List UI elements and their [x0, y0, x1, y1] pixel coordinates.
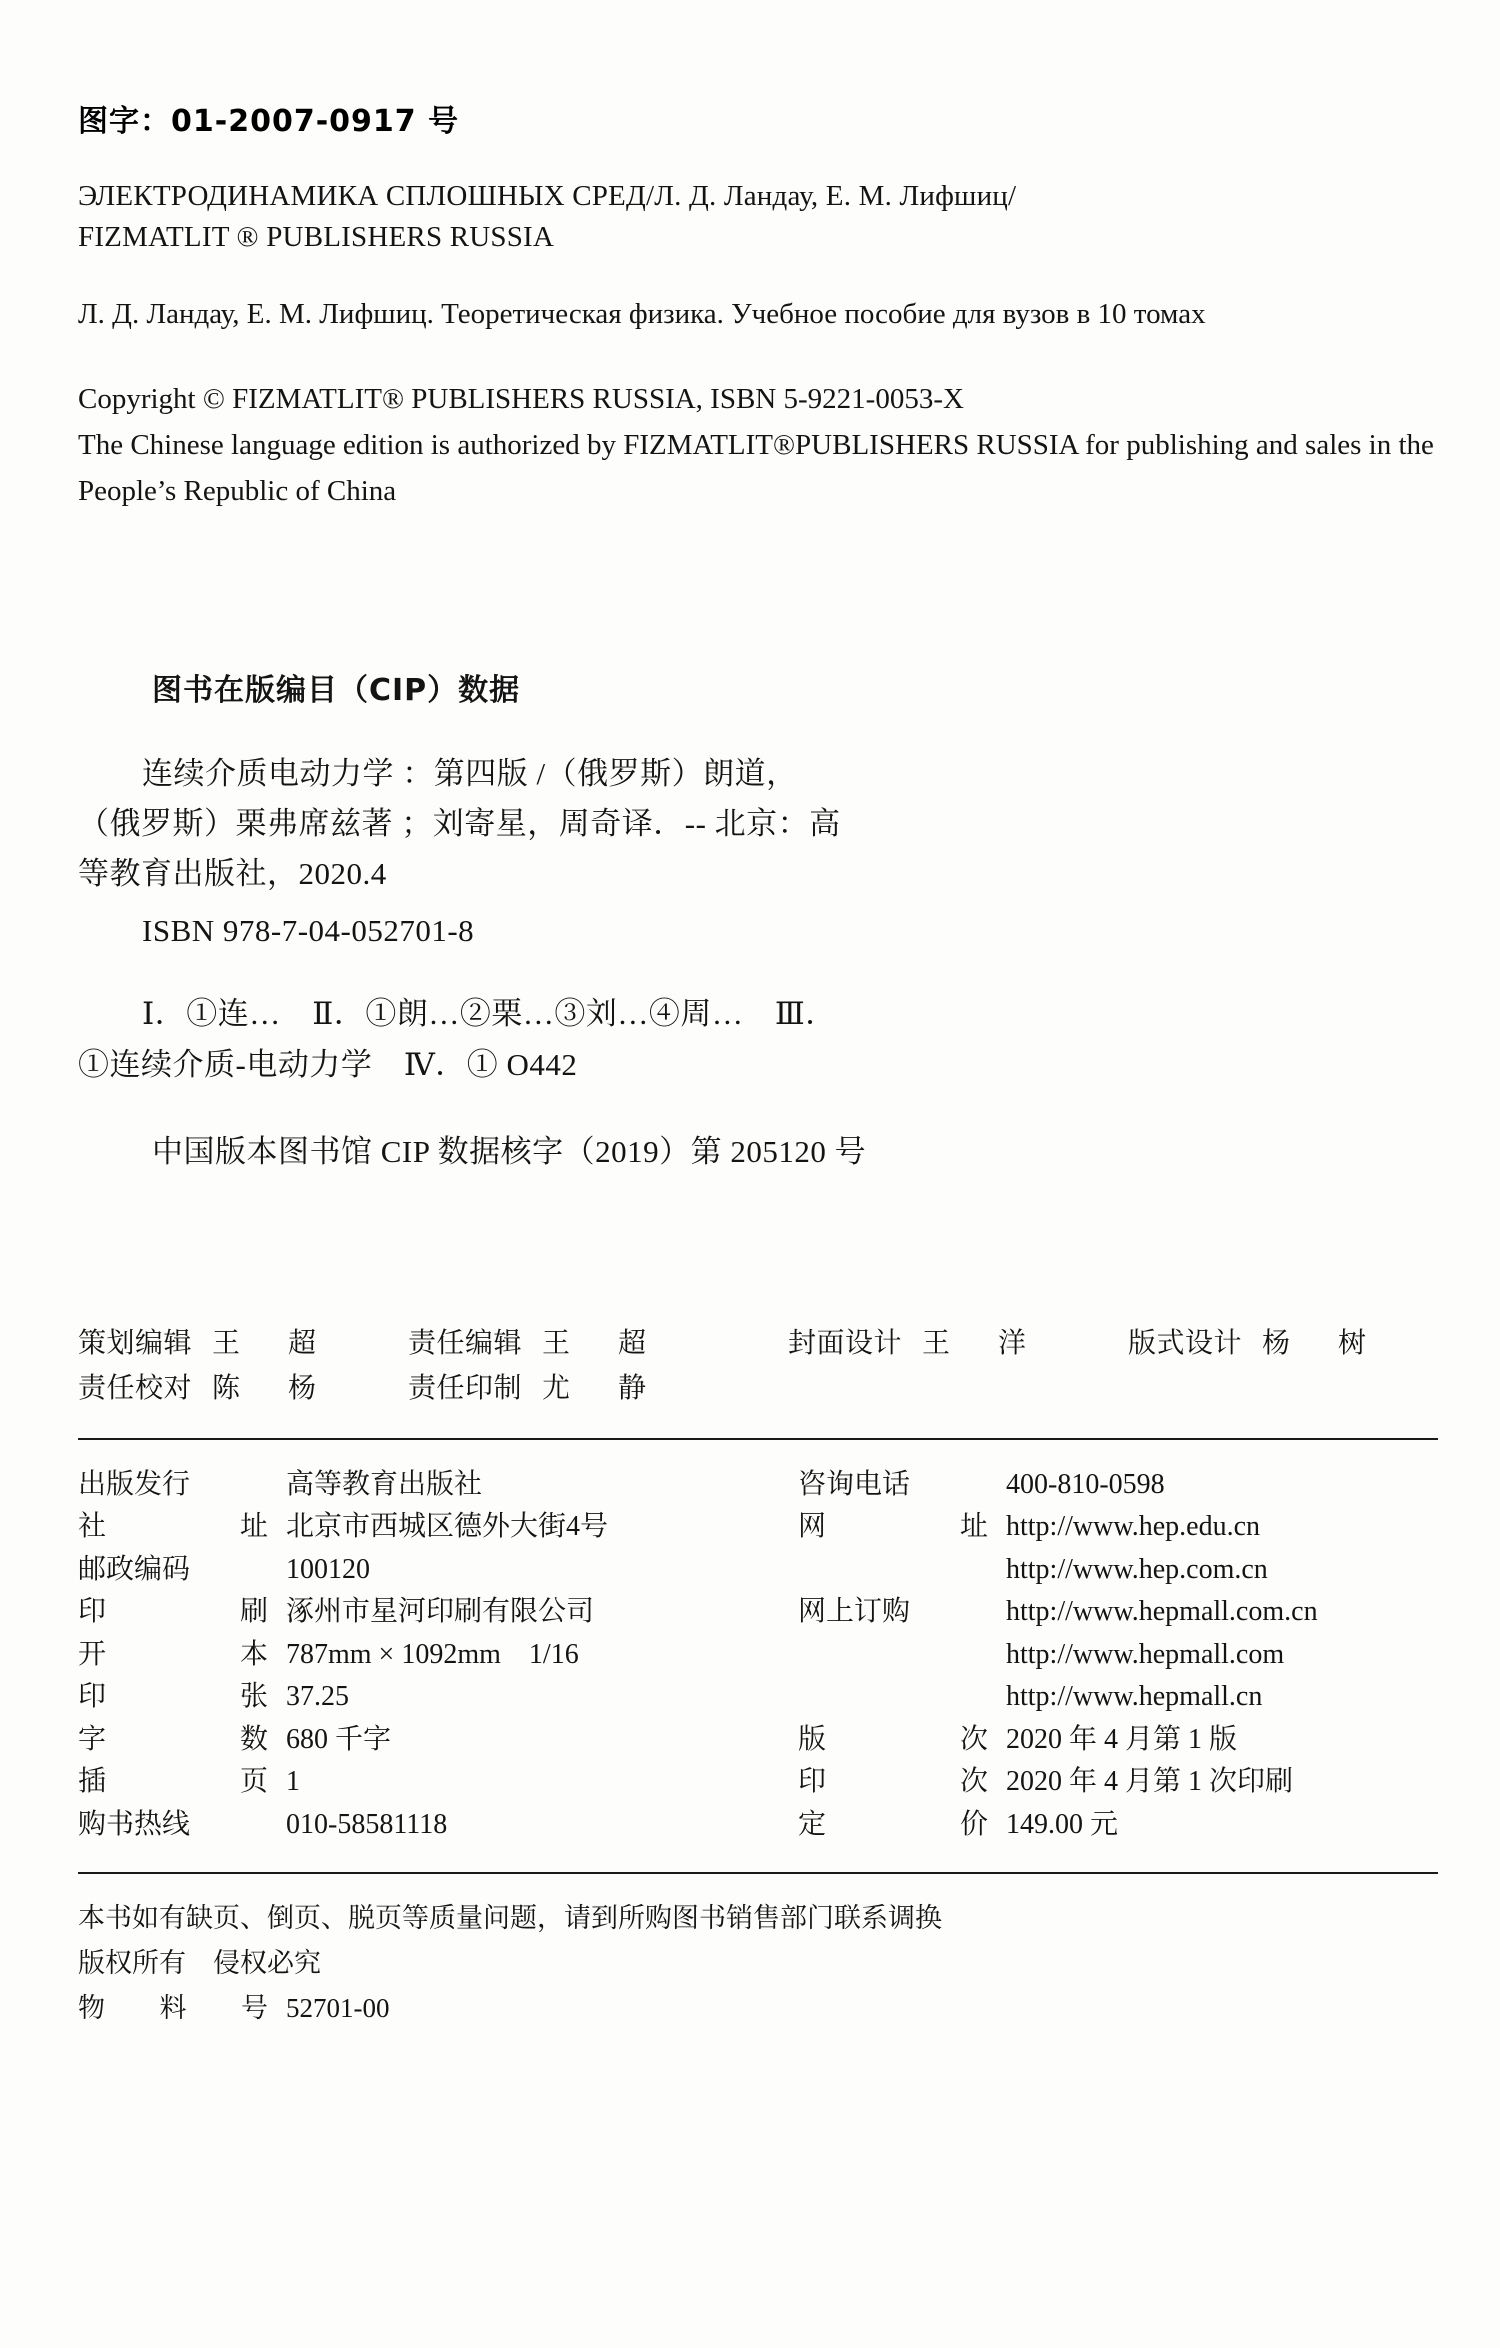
imprint-details — [78, 1464, 1438, 1847]
key-char: 料 — [159, 1993, 187, 2024]
material-number-label — [78, 1986, 268, 2031]
imprint-row-inserts — [78, 1761, 798, 1804]
key-char: 网 — [798, 1511, 827, 1543]
imprint-value: 高等教育出版社 — [286, 1468, 483, 1500]
imprint-row-edition — [798, 1719, 1438, 1762]
editorial-credits — [78, 1321, 1438, 1412]
credit-value: 王 洋 — [922, 1327, 1037, 1359]
russian-series-statement: Л. Д. Ландау, Е. М. Лифшиц. Теоретическая физика. Учебное пособие для вузов в 10 томах — [78, 298, 1206, 331]
imprint-row-printer — [78, 1591, 798, 1634]
cip-heading: 图书在版编目（CIP）数据 — [152, 672, 521, 708]
imprint-value: 1 — [286, 1766, 300, 1798]
credit-label: 策划编辑 — [78, 1327, 193, 1359]
imprint-key: 邮政编码 — [78, 1553, 191, 1585]
imprint-row-printing — [798, 1761, 1438, 1804]
key-char: 插 — [78, 1766, 107, 1798]
russian-title-line-1: ЭЛЕКТРОДИНАМИКА СПЛОШНЫХ СРЕД/Л. Д. Ландау, Е. М. Лифшиц/ — [78, 180, 1017, 212]
credit-label: 责任编辑 — [408, 1327, 523, 1359]
imprint-key — [798, 1804, 988, 1847]
copyright-line-1: Copyright © FIZMATLIT® PUBLISHERS RUSSIA, ISBN 5-9221-0053-X — [78, 383, 964, 416]
divider-bottom — [78, 1872, 1438, 1874]
imprint-value: 37.25 — [286, 1681, 349, 1713]
imprint-key: 网上订购 — [798, 1596, 911, 1628]
footer-notes — [78, 1896, 1438, 2030]
credit-value: 陈 杨 — [212, 1373, 327, 1405]
credit-label: 版式设计 — [1128, 1327, 1243, 1359]
key-char: 次 — [959, 1766, 988, 1798]
copyright-notice: 版权所有 侵权必究 — [78, 1948, 321, 1979]
imprint-key — [78, 1676, 268, 1719]
imprint-value: 787mm × 1092mm 1/16 — [286, 1638, 579, 1670]
key-char: 本 — [239, 1638, 268, 1670]
imprint-row-publisher — [78, 1464, 798, 1507]
credit-value: 王 超 — [212, 1327, 327, 1359]
imprint-row-sheets — [78, 1676, 798, 1719]
credit-value: 王 超 — [542, 1327, 657, 1359]
cip-classification-line-2: ①连续介质-电动力学 Ⅳ．① O442 — [78, 1046, 578, 1082]
divider-top — [78, 1438, 1438, 1440]
imprint-key — [798, 1719, 988, 1762]
material-number-value: 52701-00 — [286, 1993, 390, 2024]
credit-value: 杨 树 — [1262, 1327, 1377, 1359]
cip-block — [78, 665, 1438, 1171]
key-char: 字 — [78, 1723, 107, 1755]
imprint-row-format — [78, 1634, 798, 1677]
cip-description — [78, 749, 1438, 900]
key-char: 数 — [239, 1723, 268, 1755]
imprint-key — [798, 1761, 988, 1804]
cip-description-line-3: 等教育出版社，2020.4 — [78, 856, 387, 892]
credits-row — [78, 1321, 1438, 1366]
imprint-key — [78, 1761, 268, 1804]
quality-notice: 本书如有缺页、倒页、脱页等质量问题，请到所购图书销售部门联系调换 — [78, 1903, 942, 1934]
cip-registration-number: 中国版本图书馆 CIP 数据核字（2019）第 205120 号 — [152, 1133, 867, 1169]
imprint-value-link[interactable]: http://www.hepmall.com — [1006, 1638, 1285, 1670]
key-char: 印 — [798, 1766, 827, 1798]
imprint-value: 680 千字 — [286, 1723, 392, 1755]
credit-label: 责任校对 — [78, 1373, 193, 1405]
imprint-row-phone — [798, 1464, 1438, 1507]
imprint-value: 北京市西城区德外大街4号 — [286, 1511, 609, 1543]
credit-value: 尤 静 — [542, 1373, 657, 1405]
imprint-row-online-order-alt-1 — [798, 1634, 1438, 1677]
cip-classification-line-1: Ⅰ．①连… Ⅱ．①朗…②栗…③刘…④周… Ⅲ． — [142, 996, 837, 1032]
imprint-value: 2020 年 4 月第 1 次印刷 — [1006, 1766, 1294, 1798]
imprint-value: 100120 — [286, 1553, 370, 1585]
imprint-key — [78, 1634, 268, 1677]
credit-layout-design — [1128, 1321, 1408, 1366]
key-char: 印 — [78, 1596, 107, 1628]
credit-cover-design — [788, 1321, 1128, 1366]
key-char: 物 — [78, 1993, 105, 2024]
key-char: 刷 — [239, 1596, 268, 1628]
imprint-row-online-order-alt-2 — [798, 1676, 1438, 1719]
imprint-value-link[interactable]: http://www.hepmall.cn — [1006, 1681, 1263, 1713]
imprint-key — [78, 1719, 268, 1762]
imprint-key — [798, 1506, 988, 1549]
russian-title-line-2: FIZMATLIT ® PUBLISHERS RUSSIA — [78, 221, 555, 254]
credit-label: 责任印制 — [408, 1373, 523, 1405]
imprint-row-postcode — [78, 1549, 798, 1592]
key-char: 价 — [959, 1808, 988, 1840]
copyright-line-2: The Chinese language edition is authorized by FIZMATLIT®PUBLISHERS RUSSIA for publishing and sales in the People’s Republic of China — [78, 429, 1434, 507]
russian-original-title — [78, 176, 1438, 258]
imprint-value: 010-58581118 — [286, 1808, 448, 1840]
imprint-key: 购书热线 — [78, 1808, 191, 1840]
key-char: 版 — [798, 1723, 827, 1755]
key-char: 社 — [78, 1511, 107, 1543]
imprint-value-link[interactable]: http://www.hep.edu.cn — [1006, 1511, 1261, 1543]
imprint-value: 400-810-0598 — [1006, 1468, 1165, 1500]
credits-row — [78, 1366, 1438, 1411]
key-char: 址 — [959, 1511, 988, 1543]
imprint-value-price: 149.00 元 — [1006, 1808, 1119, 1840]
imprint-value: 涿州市星河印刷有限公司 — [286, 1596, 595, 1628]
imprint-right-column — [798, 1464, 1438, 1847]
credit-planning-editor — [78, 1321, 408, 1366]
imprint-row-address — [78, 1506, 798, 1549]
imprint-row-website-alt — [798, 1549, 1438, 1592]
import-license-number: 图字：01-2007-0917 号 — [78, 104, 460, 139]
imprint-row-order-hotline — [78, 1804, 798, 1847]
imprint-key: 出版发行 — [78, 1468, 191, 1500]
cip-description-line-2: （俄罗斯）栗弗席兹著 ；刘寄星，周奇译．-- 北京：高 — [78, 805, 841, 841]
key-char: 印 — [78, 1681, 107, 1713]
credit-label: 封面设计 — [788, 1327, 903, 1359]
imprint-left-column — [78, 1464, 798, 1847]
imprint-key — [78, 1591, 268, 1634]
key-char: 页 — [239, 1766, 268, 1798]
imprint-row-online-order — [798, 1591, 1438, 1634]
cip-classification — [78, 989, 1438, 1089]
imprint-row-wordcount — [78, 1719, 798, 1762]
material-number-row — [78, 1986, 1438, 2031]
key-char: 定 — [798, 1808, 827, 1840]
imprint-value-link[interactable]: http://www.hep.com.cn — [1006, 1553, 1268, 1585]
page-content — [78, 0, 1438, 2031]
imprint-value-link[interactable]: http://www.hepmall.com.cn — [1006, 1596, 1318, 1628]
cip-isbn: ISBN 978-7-04-052701-8 — [142, 913, 475, 949]
imprint-row-website — [798, 1506, 1438, 1549]
key-char: 址 — [239, 1511, 268, 1543]
key-char: 张 — [239, 1681, 268, 1713]
key-char: 次 — [959, 1723, 988, 1755]
imprint-key: 咨询电话 — [798, 1468, 911, 1500]
imprint-key — [78, 1506, 268, 1549]
credit-responsible-editor — [408, 1321, 788, 1366]
key-char: 开 — [78, 1638, 107, 1670]
credit-printing-supervisor — [408, 1366, 788, 1411]
cip-description-line-1: 连续介质电动力学 ：第四版 /（俄罗斯）朗道， — [142, 755, 798, 791]
credit-proofreader — [78, 1366, 408, 1411]
imprint-value: 2020 年 4 月第 1 版 — [1006, 1723, 1238, 1755]
imprint-row-price — [798, 1804, 1438, 1847]
key-char: 号 — [241, 1993, 268, 2024]
copyright-statement — [78, 377, 1438, 514]
